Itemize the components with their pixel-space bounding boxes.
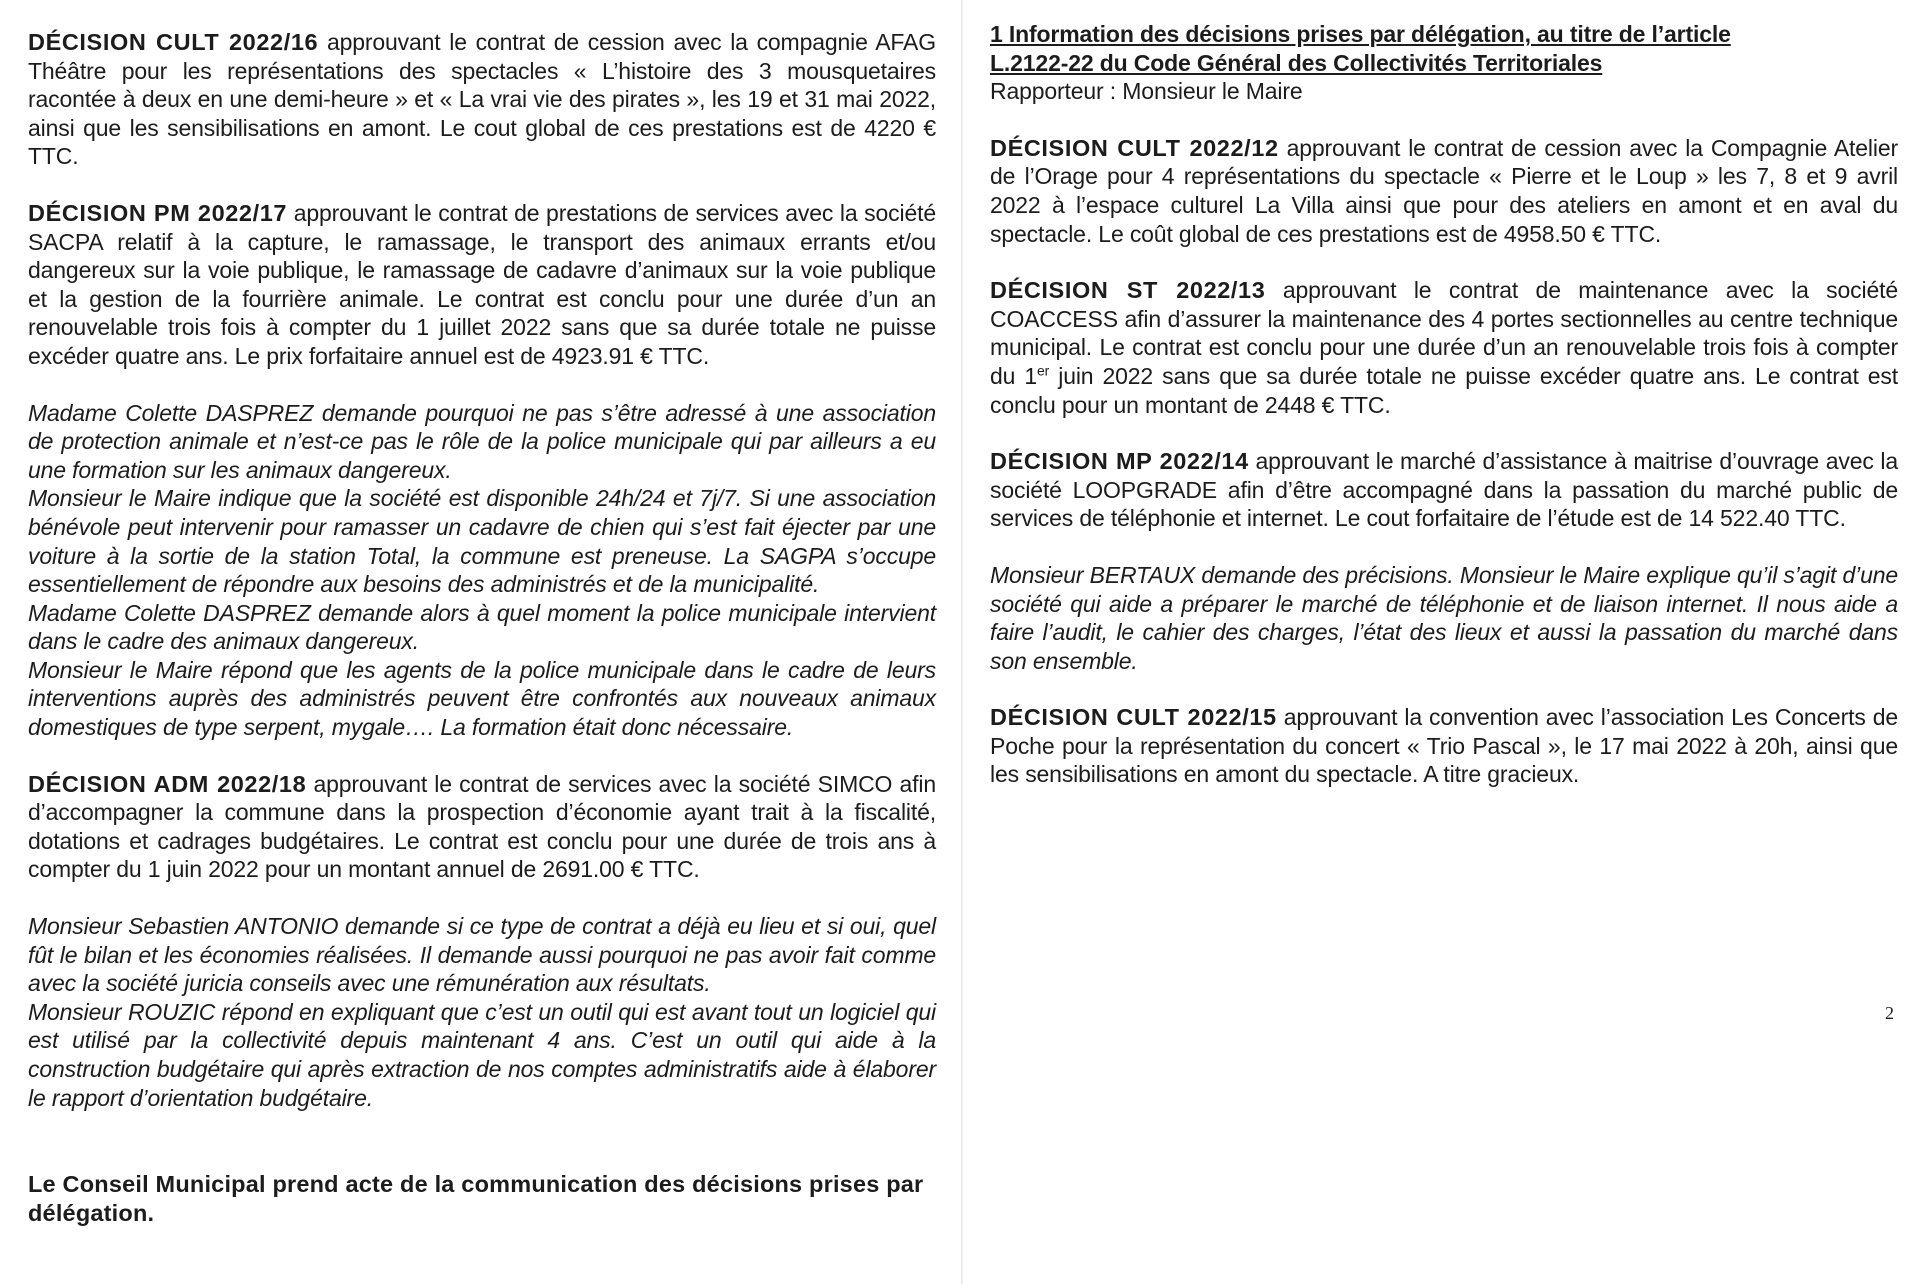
decision-label: DÉCISION ST 2022/13: [990, 277, 1266, 304]
decision-text: approuvant le contrat de cession avec la compagnie AFAG Théâtre pour les représentations des spectacles « L’histoire des 3 mousquetaires racontée à deux en une demi-heure » et « La vrai vie des pirates », les 19 et 31 mai 2022, ainsi que les sensibilisations en amont. Le cout global de ces prestations est de 4220 € TTC.: [28, 29, 936, 170]
decision-cult-2022-16: [28, 28, 936, 171]
heading-line-1: 1 Information des décisions prises par délégation, au titre de l’article: [990, 21, 1731, 47]
rapporteur: Rapporteur : Monsieur le Maire: [990, 78, 1303, 105]
discussion-adm-2022-18: [28, 912, 936, 1112]
discussion-remark: Madame Colette DASPREZ demande pourquoi ne pas s’être adressé à une association de protection animale et n’est-ce pas le rôle de la police municipale qui par ailleurs a eu une formation sur les animaux dangereux.: [28, 399, 936, 483]
decision-text: approuvant le contrat de cession avec la Compagnie Atelier de l’Orage pour 4 représentations du spectacle « Pierre et le Loup » les 7, 8 et 9 avril 2022 à l’espace culturel La Villa ainsi que pour des ateliers en amont et en aval du spectacle. Le coût global de ces prestations est de 4958.50 € TTC.: [990, 134, 1898, 247]
decision-text: approuvant le marché d’assistance à maitrise d’ouvrage avec la société LOOPGRADE afin d’être accompagné dans la passation du marché public de services de téléphonie et internet. Le cout forfaitaire de l’étude est de 14 522.40 TTC.: [990, 448, 1898, 532]
discussion-pm-2022-17: [28, 399, 936, 742]
decision-label: DÉCISION CULT 2022/15: [990, 704, 1277, 731]
discussion-remark: Monsieur Sebastien ANTONIO demande si ce type de contrat a déjà eu lieu et si oui, quel fût le bilan et les économies réalisées. Il demande aussi pourquoi ne pas avoir fait comme avec la société juricia conseils avec une rémunération aux résultats.: [28, 913, 936, 997]
decision-st-2022-13: [990, 276, 1898, 419]
discussion-remark: Monsieur le Maire indique que la société est disponible 24h/24 et 7j/7. Si une association bénévole peut intervenir pour ramasser un cadavre de chien qui s’est fait éjecter par une voiture à la sortie de la station Total, la commune est preneuse. La SAGPA s’occupe essentiellement de répondre aux besoins des administrés et de la municipalité.: [28, 485, 936, 598]
left-column: [28, 28, 936, 1228]
decision-label: DÉCISION CULT 2022/12: [990, 134, 1279, 161]
decision-pm-2022-17: [28, 199, 936, 371]
decision-mp-2022-14: [990, 447, 1898, 533]
decision-label: DÉCISION CULT 2022/16: [28, 29, 319, 55]
decision-adm-2022-18: [28, 770, 936, 884]
discussion-remark: Monsieur ROUZIC répond en expliquant que c’est un outil qui est avant tout un logiciel qui est utilisé par la collectivité depuis maintenant 4 ans. C’est un outil qui aide à la construction budgétaire qui après extraction de nos comptes administratifs aide à élaborer le rapport d’orientation budgétaire.: [28, 998, 936, 1111]
decision-text: approuvant le contrat de services avec la société SIMCO afin d’accompagner la commune dans la prospection d’économie ayant trait à la fiscalité, dotations et cadrages budgétaires. Le contrat est conclu pour une durée de trois ans à compter du 1 juin 2022 pour un montant annuel de 2691.00 € TTC.: [28, 770, 937, 883]
decision-text: approuvant le contrat de maintenance avec la société COACCESS afin d’assurer la maintenance des 4 portes sectionnelles au centre technique municipal. Le contrat est conclu pour une durée d’un an renouvelable trois fois à compter du 1: [990, 277, 1898, 389]
superscript: er: [1037, 362, 1050, 379]
discussion-remark: Madame Colette DASPREZ demande alors à quel moment la police municipale intervient dans le cadre des animaux dangereux.: [28, 599, 936, 655]
discussion-mp-2022-14: [990, 561, 1898, 675]
section-heading: [990, 20, 1898, 77]
right-column: [990, 20, 1898, 789]
decision-label: DÉCISION PM 2022/17: [28, 199, 288, 226]
decision-cult-2022-15: [990, 703, 1898, 789]
decision-label: DÉCISION ADM 2022/18: [28, 770, 307, 797]
page-number: 2: [1885, 1003, 1894, 1023]
discussion-remark: Monsieur le Maire répond que les agents de la police municipale dans le cadre de leurs interventions auprès des administrés peuvent être confrontés aux nouveaux animaux domestiques de type serpent, mygale…. La formation était donc nécessaire.: [28, 656, 936, 741]
council-conclusion: Le Conseil Municipal prend acte de la communication des décisions prises par délégation.: [28, 1171, 924, 1227]
right-page: [962, 0, 1920, 1284]
decision-text-continued: juin 2022 sans que sa durée totale ne puisse excéder quatre ans. Le contrat est conclu pour un montant de 2448 € TTC.: [990, 362, 1898, 418]
discussion-remark: Monsieur BERTAUX demande des précisions. Monsieur le Maire explique qu’il s’agit d’une société qui aide a préparer le marché de téléphonie et de liaison internet. Il nous aide a faire l’audit, le cahier des charges, l’état des lieux et aussi la passation du marché dans son ensemble.: [990, 561, 1898, 674]
heading-line-2: L.2122-22 du Code Général des Collectivités Territoriales: [990, 49, 1603, 76]
decision-text: approuvant le contrat de prestations de services avec la société SACPA relatif à la capture, le ramassage, le transport des animaux errants et/ou dangereux sur la voie publique, le ramassage de cadavre d’animaux sur la voie publique et la gestion de la fourrière animale. Le contrat est conclu pour une durée d’un an renouvelable trois fois à compter du 1 juillet 2022 sans que sa durée totale ne puisse excéder quatre ans. Le prix forfaitaire annuel est de 4923.91 € TTC.: [28, 199, 936, 369]
decision-cult-2022-12: [990, 134, 1898, 248]
decision-text: approuvant la convention avec l’association Les Concerts de Poche pour la représentation du concert « Trio Pascal », le 17 mai 2022 à 20h, ainsi que les sensibilisations en amont du spectacle. A titre gracieux.: [990, 704, 1898, 788]
decision-label: DÉCISION MP 2022/14: [990, 448, 1249, 475]
